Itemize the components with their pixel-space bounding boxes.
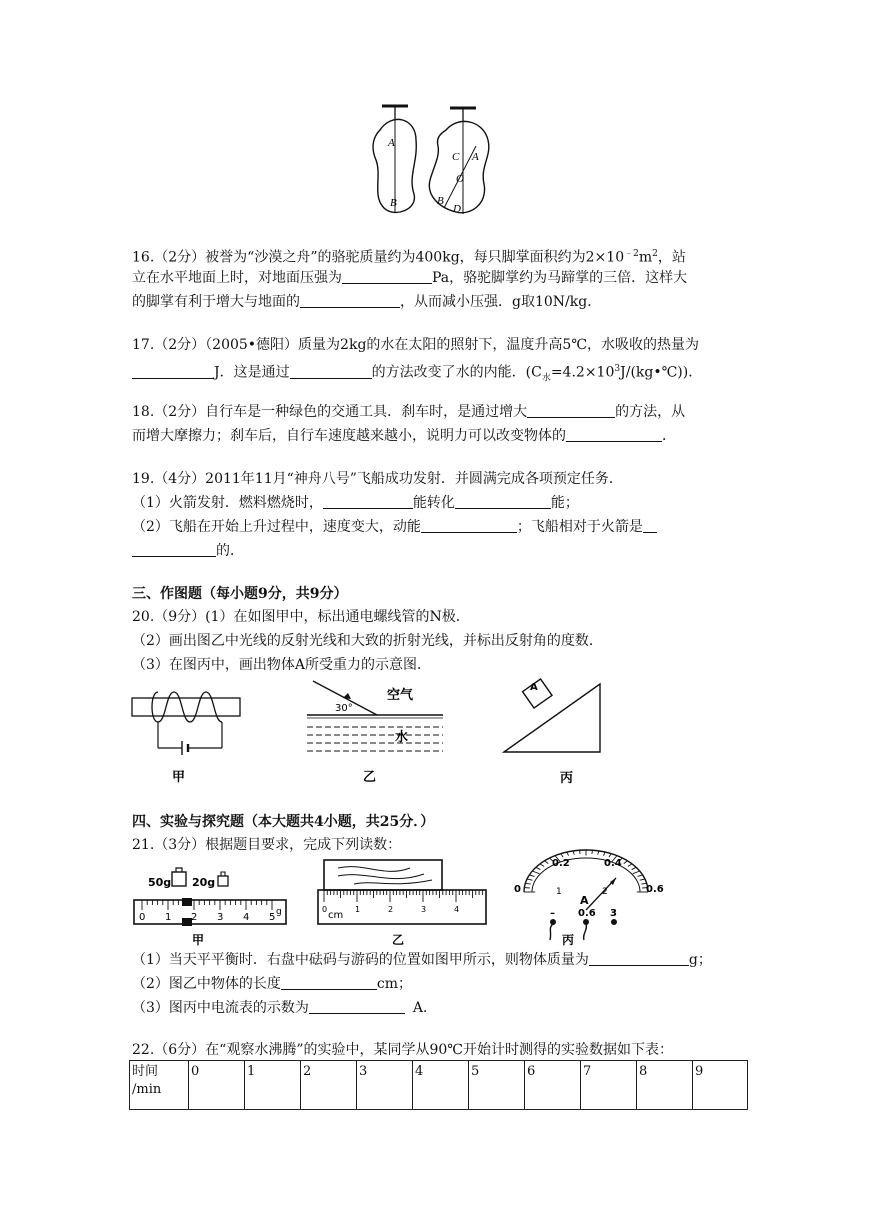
q18-line-2: 而增大摩擦力；刹车后，自行车速度越来越小，说明力可以改变物体的 ． [132,428,676,444]
meter-tick [609,854,611,857]
q19-line-3: （2）飞船在开始上升过程中，速度变大，动能 ；飞船相对于火箭是 [132,517,657,537]
label-jia: 甲 [172,770,186,785]
meter-top-2: 0.4 [604,858,622,869]
label-bing: 丙 [560,771,574,786]
answer-blank[interactable] [643,518,657,533]
answer-blank[interactable] [589,951,689,966]
answer-blank[interactable] [290,364,372,379]
ruler2-label: 3 [421,905,427,914]
meter-tick [640,879,645,880]
q17-line-1: 17.（2分）（2005•德阳）质量为2kg的水在太阳的照射下，温度升高5℃，水吸收的热量为 [132,337,699,353]
ruler2-label: 0 [322,905,328,914]
q20-line-2: （2）画出图乙中光线的反射光线和大致的折射光线，并标出反射角的度数． [132,633,603,649]
meter-tick [536,867,541,869]
meter-tick [580,850,581,854]
q20-line-1: 20.（9分）(1）在如图甲中，标出通电螺线管的N极． [132,609,470,625]
terminal-06: 0.6 [578,908,596,919]
meter-tick [632,867,637,869]
weight-20g: 20g [192,876,216,889]
meter-mid-2: 2 [602,887,608,897]
q21-line-1: 21.（3分）根据题目要求，完成下列读数： [132,837,402,853]
label-b-right: B [437,195,444,207]
ruler2-label: 2 [388,905,394,914]
q19-line-1: 19.（4分）2011年11月“神舟八号”飞船成功发射．并圆满完成各项预定任务． [132,471,623,487]
weight-50g: 50g [148,876,172,889]
balance-figure [130,856,290,948]
answer-blank[interactable] [300,293,400,308]
suspension-figure [360,100,500,225]
answer-blank[interactable] [132,364,214,379]
answer-blank[interactable] [421,518,517,533]
label-yi-21: 乙 [392,933,405,947]
label-a-right: A [472,151,479,163]
ammeter-figure [510,852,664,948]
section-4-title: 四、实验与探究题（本大题共4小题，共25分．） [132,814,435,830]
table-header-time: 时间 /min [130,1061,189,1110]
meter-tick [603,852,605,856]
table-cell: 3 [357,1061,413,1110]
meter-tick [633,871,640,874]
section-3-title: 三、作图题（每小题9分，共9分） [132,586,348,602]
q18-line-1: 18.（2分）自行车是一种绿色的交通工具．刹车时，是通过增大 的方法，从 [132,404,686,420]
meter-tick [540,864,544,867]
meter-tick [527,879,532,880]
table-cell: 0 [189,1061,245,1110]
ruler1-label: 1 [165,912,172,923]
terminal-neg: – [550,908,555,919]
q21-item-3: （3）图丙中电流表的示数为 A． [132,1000,438,1016]
label-jia-21: 甲 [192,933,205,947]
meter-tick [545,861,549,864]
meter-tick [592,850,593,854]
label-a-left: A [388,137,395,149]
answer-blank[interactable] [281,975,377,990]
ruler2-cm: cm [328,910,344,921]
answer-blank[interactable] [566,427,662,442]
meter-mid-1: 1 [556,887,562,897]
table-cell: 5 [469,1061,525,1110]
table-cell: 6 [525,1061,581,1110]
meter-tick [624,861,628,864]
answer-blank[interactable] [527,403,615,418]
q17-line-2: J．这是通过 的方法改变了水的内能．$(C_水=4.2\times 10^3J/(kg•℃))$． [132,359,702,388]
q16-line-2: 立在水平地面上时，对地面压强为 Pa，骆驼脚掌约为马蹄掌的三倍．这样大 [132,270,688,286]
ruler-figure [314,856,494,948]
answer-blank[interactable] [455,494,551,509]
refraction-figure [305,675,445,787]
ruler1-label: 2 [191,912,198,923]
meter-tick [529,875,534,877]
incline-figure [500,678,610,788]
meter-tick [525,883,530,884]
meter-tick [638,875,643,877]
label-b-left: B [390,197,397,209]
meter-tick [573,851,574,855]
ruler1-unit: g [276,907,282,917]
table-cell: 4 [413,1061,469,1110]
q21-item-2: （2）图乙中物体的长度 cm； [132,976,413,992]
q16-line-1: 16.（2分）被誉为“沙漠之舟”的骆驼质量约为400kg，每只脚掌面积约为$2\times 10^{﹣2}m^2$，站 [132,249,686,266]
meter-top-1: 0.2 [552,858,570,869]
meter-tick [567,852,569,856]
q16-line-3: 的脚掌有利于增大与地面的 ，从而减小压强．g取10N/kg． [132,294,602,310]
table-cell: 2 [301,1061,357,1110]
q21-item-1: （1）当天平平衡时．右盘中砝码与游码的位置如图甲所示，则物体质量为 g； [132,952,712,968]
table-row [130,1061,748,1110]
ruler2-label: 4 [454,905,460,914]
answer-blank[interactable] [323,494,413,509]
label-angle: 30° [335,703,353,714]
solenoid-figure [128,688,248,788]
label-water: 水 [395,730,409,745]
label-air: 空气 [387,688,414,703]
label-d: D [453,203,461,215]
terminal-3: 3 [610,908,617,919]
table-cell: 8 [637,1061,693,1110]
label-o: O [456,173,464,185]
meter-tick [561,854,563,857]
table-cell: 7 [581,1061,637,1110]
meter-tick [532,871,539,874]
q22-line-1: 22.（6分）在“观察水沸腾”的实验中，某同学从90℃开始计时测得的实验数据如下表： [132,1042,673,1058]
meter-a: A [580,894,589,907]
answer-blank[interactable] [132,542,216,557]
meter-tick [628,864,632,867]
ruler1-label: 3 [217,912,224,923]
label-a: A [530,682,538,693]
meter-left: 0 [514,884,521,895]
ruler1-label: 5 [269,912,276,923]
label-c: C [452,151,460,163]
answer-blank[interactable] [342,269,432,284]
answer-blank[interactable] [309,999,405,1014]
ruler1-label: 0 [139,912,146,923]
q19-line-4: 的． [132,541,244,561]
ruler2-label: 1 [355,905,361,914]
q20-line-3: （3）在图丙中，画出物体A所受重力的示意图． [132,657,432,673]
table-cell: 1 [245,1061,301,1110]
label-yi: 乙 [363,770,377,785]
boiling-data-table [129,1060,748,1110]
q19-line-2: （1）火箭发射．燃料燃烧时， 能转化 能； [132,495,579,511]
table-cell: 9 [693,1061,748,1110]
ruler1-label: 4 [243,912,250,923]
label-bing-21: 丙 [562,933,575,947]
meter-tick [598,851,599,855]
meter-right: 0.6 [646,884,664,895]
